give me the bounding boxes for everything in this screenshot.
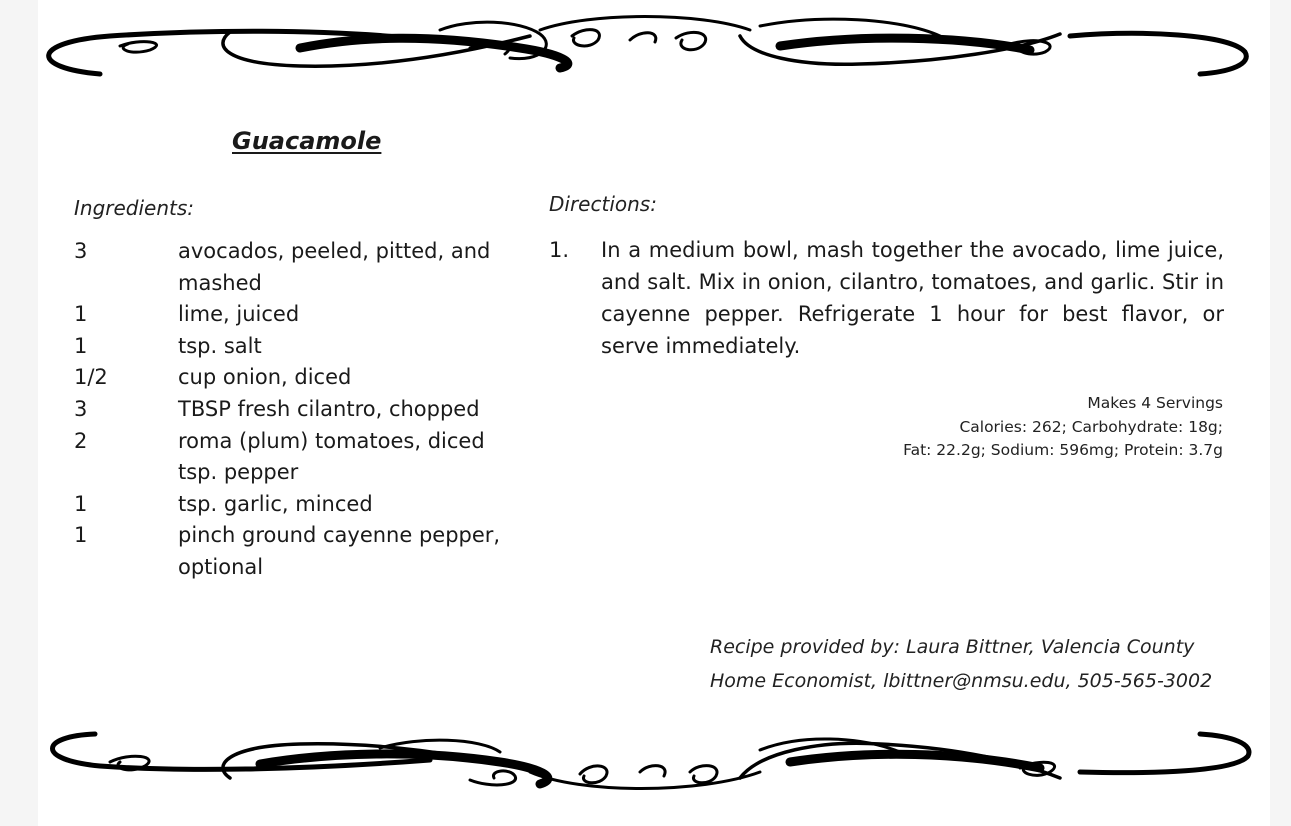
ingredient-description: TBSP fresh cilantro, chopped [178, 396, 480, 421]
ingredient-description: pinch ground cayenne pepper, optional [178, 523, 501, 579]
credit-line-2: Home Economist, lbittner@nmsu.edu, 505-565-3002 [710, 669, 1213, 692]
ingredient-quantity: 1 [74, 523, 88, 548]
direction-step-number: 1. [549, 238, 570, 262]
direction-step [549, 234, 1224, 362]
ingredient-quantity: 3 [74, 239, 88, 263]
ingredient-row [74, 331, 514, 363]
credit-line-1: Recipe provided by: Laura Bittner, Valencia County [710, 636, 1195, 658]
ingredient-quantity: 1/2 [74, 365, 108, 390]
ingredient-description: lime, juiced [178, 302, 300, 327]
ingredient-description: tsp. garlic, minced [178, 491, 373, 516]
ingredient-row [74, 394, 514, 426]
ingredient-description: tsp. salt [178, 333, 262, 358]
direction-step-text: In a medium bowl, mash together the avocado, lime juice, and salt. Mix in onion, cilantro, tomatoes, and garlic. Stir in cayenne pepper. Refrigerate 1 hour for best flavor, or serve immediately. [601, 238, 1224, 358]
ingredient-row [74, 299, 514, 331]
ingredients-list [74, 236, 514, 584]
bottom-flourish-border [0, 722, 1291, 808]
recipe-title: Guacamole [232, 127, 382, 155]
ingredient-description: roma (plum) tomatoes, diced [178, 428, 485, 453]
ingredient-description: avocados, peeled, pitted, and mashed [178, 239, 491, 295]
ingredients-heading: Ingredients: [74, 196, 195, 220]
ingredient-row [74, 362, 514, 394]
ingredient-quantity: 3 [74, 396, 88, 421]
directions-heading: Directions: [549, 192, 657, 216]
ingredient-description: cup onion, diced [178, 365, 352, 390]
ingredient-row [74, 520, 514, 583]
recipe-credit [710, 631, 1212, 698]
nutrition-line-2: Fat: 22.2g; Sodium: 596mg; Protein: 3.7g [903, 441, 1223, 459]
directions-list [549, 234, 1224, 362]
ingredient-quantity: 1 [74, 491, 88, 516]
ingredient-row [74, 236, 514, 299]
ingredient-quantity: 1 [74, 333, 88, 358]
ingredient-row [74, 426, 514, 458]
ingredient-quantity: 1 [74, 302, 88, 327]
ingredient-row [74, 489, 514, 521]
nutrition-line-1: Calories: 262; Carbohydrate: 18g; [959, 417, 1223, 436]
ingredient-quantity: 2 [74, 428, 88, 453]
servings-text: Makes 4 Servings [1087, 394, 1223, 412]
ingredient-quantity [74, 457, 178, 489]
nutrition-info [663, 392, 1223, 463]
top-flourish-border [0, 6, 1291, 86]
ingredient-description: tsp. pepper [178, 460, 299, 485]
ingredient-row [74, 457, 514, 489]
